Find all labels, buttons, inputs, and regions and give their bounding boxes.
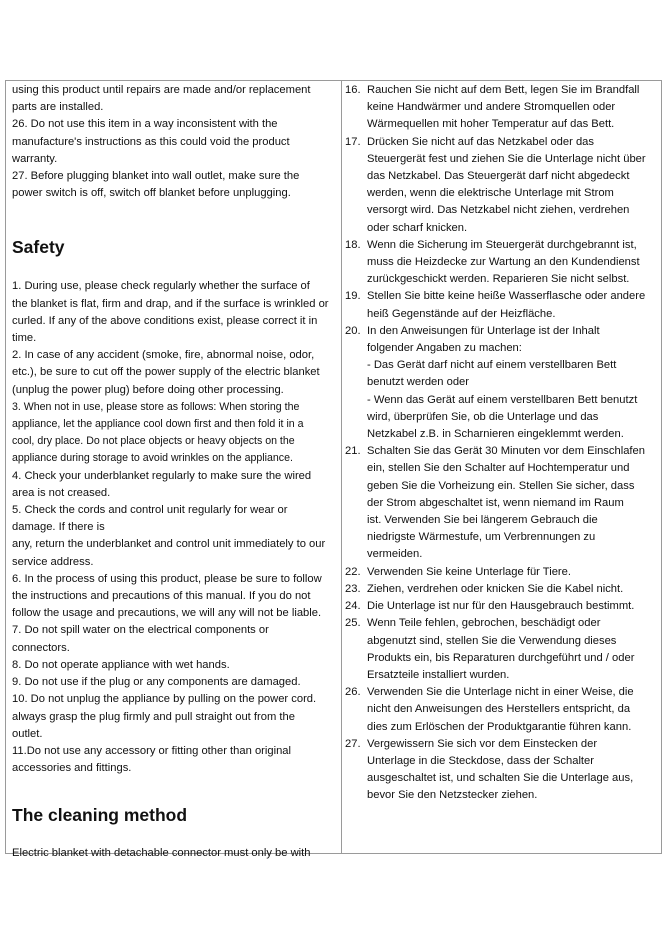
de-item-25 [345,615,657,684]
safety-item-2: 2. In case of any accident (smoke, fire, abnormal noise, odor, etc.), be sure to cut off the power supply of the electric blanket (unplug the power plug) before doing other processing. [12,349,320,396]
safety-list [12,278,338,777]
left-column [12,82,338,863]
safety-item-1: 1. During use, please check regularly whether the surface of the blanket is flat, firm and drap, and if the surface is wrinkled or curled. If any of the above conditions exist, please correct it in time. [12,280,329,345]
de-item-16 [345,82,657,134]
de-item-number: 24. [345,600,361,613]
de-item-text: Verwenden Sie keine Unterlage für Tiere. [367,565,571,578]
de-item-20 [345,323,657,443]
safety-item-7: 7. Do not spill water on the electrical components or connectors. [12,624,269,654]
de-item-number: 17. [345,135,361,148]
de-item-21 [345,443,657,563]
de-item-text: In den Anweisungen für Unterlage ist der Inhalt folgender Angaben zu machen: - Das Gerät darf nicht auf einem verstellbaren Bett benutzt werden oder - Wenn das Gerät auf einem verstellbaren Bett benutzt wird, überprüfen Sie, ob die Unterlage und das Netzkabel z.B. in Scharnieren eingeklemmt werden. [367,324,638,441]
de-item-text: Vergewissern Sie sich vor dem Einstecken der Unterlage in die Steckdose, dass der Schalter ausgeschaltet ist, und schalten Sie die Unterlage aus, bevor Sie den Netzstecker ziehen. [367,737,634,802]
de-item-number: 19. [345,290,361,303]
safety-heading: Safety [12,237,65,258]
de-item-23 [345,581,657,598]
safety-item-11: 11.Do not use any accessory or fitting other than original accessories and fittings. [12,744,292,775]
de-item-text: Schalten Sie das Gerät 30 Minuten vor dem Einschlafen ein, stellen Sie den Schalter auf Hochtemperatur und geben Sie die Vorheizung ein. Stellen Sie sicher, dass der Strom abgeschaltet ist, wenn niemand im Raum ist. Verwenden Sie bei längerem Gebrauch die niedrigste Wärmestufe, um Verbrennungen zu vermeiden. [367,445,645,561]
de-item-text: Die Unterlage ist nur für den Hausgebrauch bestimmt. [367,600,635,613]
de-item-26 [345,684,657,736]
safety-item-10: 10. Do not unplug the appliance by pulling on the power cord. always grasp the plug firmly and pull straight out from the outlet. [12,693,317,740]
de-item-18 [345,237,657,289]
de-item-19 [345,288,657,322]
intro-item-26: 26. Do not use this item in a way inconsistent with the manufacture's instructions as this could void the product warranty. [12,118,290,165]
safety-item-6: 6. In the process of using this product, please be sure to follow the instructions and precautions of this manual. If you do not follow the usage and precautions, we will any will not be liable. [12,572,322,620]
safety-item-3: 3. When not in use, please store as follows: When storing the appliance, let the appliance cool down first and then fold it in a cool, dry place. Do not place objects or heavy objects on the appliance during storage to avoid wrinkles on the appliance. [12,400,304,465]
cleaning-text: Electric blanket with detachable connector must only be with [12,847,311,860]
de-item-text: Drücken Sie nicht auf das Netzkabel oder das Steuergerät fest und ziehen Sie die Unterlage nicht über das Netzkabel. Das Steuergerät darf nicht abgedeckt werden, wenn die elektrische Unterlage mit Strom versorgt wird. Das Netzkabel nicht ziehen, verdrehen oder scharf knicken. [367,135,646,234]
de-item-text: Wenn Teile fehlen, gebrochen, beschädigt oder abgenutzt sind, stellen Sie die Verwendung dieses Produkts ein, bis Reparaturen durchgeführt und / oder Ersatzteile installiert wurden. [367,617,635,681]
column-divider [341,80,342,854]
de-item-number: 23. [345,582,361,595]
intro-item-27: 27. Before plugging blanket into wall outlet, make sure the power switch is off, switch off blanket before unplugging. [12,170,300,200]
de-item-27 [345,736,657,805]
de-item-number: 27. [345,737,361,750]
de-item-text: Wenn die Sicherung im Steuergerät durchgebrannt ist, muss die Heizdecke zur Wartung an den Kundendienst zurückgeschickt werden. Reparieren Sie nicht selbst. [367,238,640,286]
safety-item-9: 9. Do not use if the plug or any components are damaged. [12,676,301,689]
safety-item-5: 5. Check the cords and control unit regularly for wear or damage. If there is any, return the underblanket and control unit immediately to our service address. [12,504,326,568]
cleaning-heading: The cleaning method [12,805,188,826]
de-item-text: Ziehen, verdrehen oder knicken Sie die Kabel nicht. [367,582,624,595]
de-item-number: 21. [345,445,361,458]
de-item-number: 20. [345,324,361,337]
de-item-22 [345,564,657,581]
de-item-17 [345,134,657,237]
safety-item-8: 8. Do not operate appliance with wet hands. [12,658,230,671]
de-item-number: 18. [345,238,361,251]
de-item-text: Rauchen Sie nicht auf dem Bett, legen Sie im Brandfall keine Handwärmer und andere Stromquellen oder Wärmequellen mit hoher Temperatur auf das Bett. [367,84,640,131]
de-item-number: 16. [345,84,361,96]
right-column [345,82,657,805]
de-item-number: 22. [345,565,361,578]
de-item-text: Verwenden Sie die Unterlage nicht in einer Weise, die nicht den Anweisungen des Herstellers entspricht, da dies zum Erlöschen der Produktgarantie führen kann. [367,686,634,733]
de-item-24 [345,598,657,615]
de-item-number: 25. [345,617,361,630]
intro-item-25-continued: using this product until repairs are made and/or replacement parts are installed. [12,84,311,114]
de-item-text: Stellen Sie bitte keine heiße Wasserflasche oder andere heiß Gegenstände auf der Heizfläche. [367,290,646,320]
safety-item-4: 4. Check your underblanket regularly to make sure the wired area is not creased. [12,469,312,499]
de-item-number: 26. [345,686,361,699]
